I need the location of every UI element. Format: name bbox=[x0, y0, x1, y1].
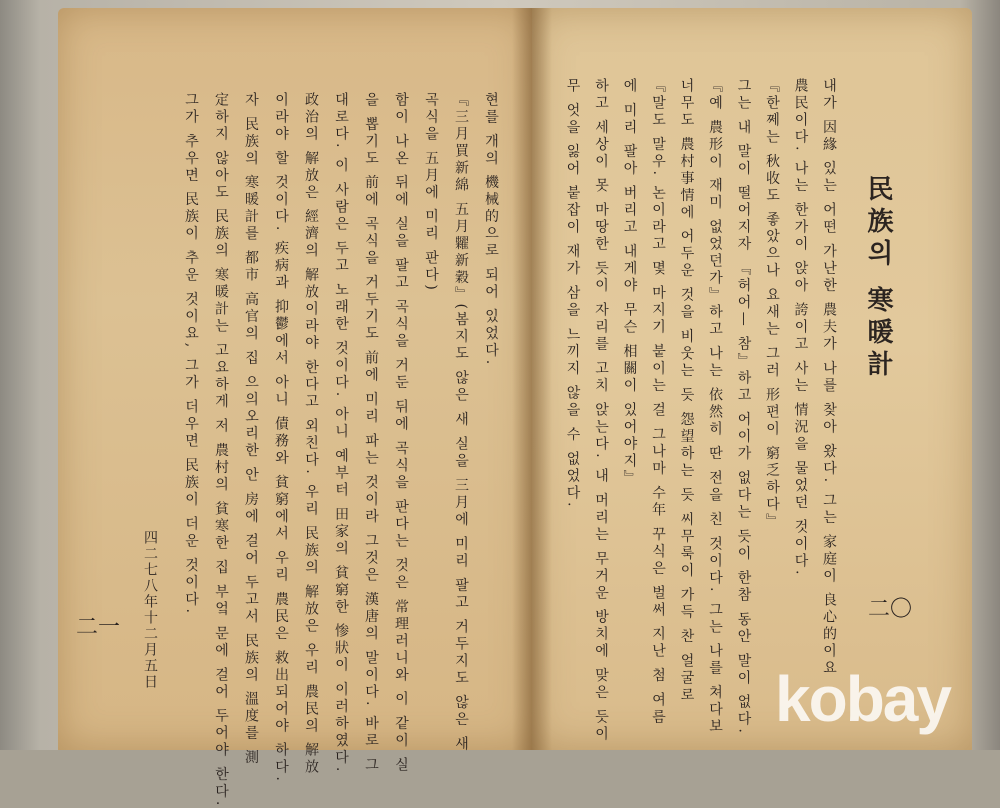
right-page-text-line: 農民이다. 나는 한가이 앉아 誇이고 사는 情況을 물었던 것이다. bbox=[792, 78, 809, 578]
right-page-number: 二〇 bbox=[868, 597, 913, 622]
left-page-text-line: 곡식을 五月에 미리 판다) bbox=[423, 92, 439, 293]
right-page-text-line: 『말도 말우. 논이라고 몇 마지기 붙이는 걸 그나마 수年 꾸식은 벌써 지난 첨 여름 bbox=[650, 78, 666, 727]
left-page-text-line: 자 民族의 寒暖計를 都市 高官의 집 으의오리한 안 房에 걸어 두고서 民族의 溫度를 測 bbox=[243, 92, 259, 767]
right-page-text-line: 『한쩨는 秋收도 좋았으나 요새는 그러 形편이 窮乏하다』 bbox=[764, 78, 780, 531]
left-page-text-line: 政治의 解放은 經濟의 解放이라야 한다고 외친다. 우리 民族의 解放은 우리 農民의 解放 bbox=[303, 92, 319, 777]
left-page-text-line: 현를 개의 機械的으로 되어 있었다. bbox=[483, 92, 499, 368]
left-page-text-line: 『三月買新綿 五月糶新穀』(봄지도 않은 새 실을 三月에 미리 팔고 거두지도 않은 새 bbox=[453, 92, 469, 753]
watermark-logo: kobay bbox=[775, 663, 950, 735]
right-page-text-line: 너무도 農村事情에 어두운 것을 비웃는 듯 怨望하는 듯 씨무룩이 가득 찬 얼굴로 bbox=[678, 78, 695, 704]
book-gutter bbox=[512, 8, 552, 750]
right-page-text-line: 그는 내 말이 떨어지자 『허어— 참』하고 어이가 없다는 듯이 한참 동안 말이 없다. bbox=[735, 78, 752, 736]
left-page-text-line: 함이 나온 뒤에 실을 팔고 곡식을 거둔 뒤에 곡식을 판다는 것은 常理러니와 이 같이 실 bbox=[393, 92, 409, 775]
right-page-text-line: 『예 農形이 재미 없었던가』하고 나는 依然히 딴 전을 친 것이다. 그는 나를 쳐다보 bbox=[707, 78, 723, 736]
left-page-text-line: 을 뽑기도 前에 곡식을 거두기도 前에 미리 파는 것이라 그것은 漢唐의 말이다. 바로 그 bbox=[363, 92, 379, 775]
right-page-text-line: 내가 因緣 있는 어떤 가난한 農夫가 나를 찾아 왔다. 그는 家庭이 良心的이요 bbox=[821, 78, 837, 678]
left-page-text-line: 定하지 않아도 民族의 寒暖計는 고요하게 저 農村의 貧寒한 집 부엌 문에 걸어 두어야 한다. bbox=[213, 92, 229, 808]
left-page-text-line: 이라야 할 것이다. 疾病과 抑鬱에서 아니 債務와 貧窮에서 우리 農民은 救出되어야 하다. bbox=[273, 92, 289, 784]
right-page-text-line: 하고 세상이 못 마땅한 듯이 자리를 고치 앉는다. 내 머리는 무거운 방치에 맞은 듯이 bbox=[593, 78, 609, 744]
left-page-text-line: 그가 추우면 民族이 추운 것이요, 그가 더우면 民族이 더운 것이다. bbox=[183, 92, 199, 616]
date-line: 四二七八年十二月五日 bbox=[142, 530, 158, 690]
right-page-text-line: 무 엇을 잃어 붙잡이 재가 삼을 느끼지 않을 수 없었다. bbox=[564, 78, 581, 510]
left-page-number: 二一 bbox=[76, 615, 121, 640]
right-page-text-line: 에 미리 팔아 버리고 내게야 무슨 相關이 있어야지』 bbox=[621, 78, 638, 488]
essay-title: 民族의 寒暖計 bbox=[863, 175, 893, 383]
left-page-text-line: 대로다. 이 사람은 두고 노래한 것이다. 아니 예부터 田家의 貧窮한 惨狀이 이러하였다. bbox=[333, 92, 349, 775]
